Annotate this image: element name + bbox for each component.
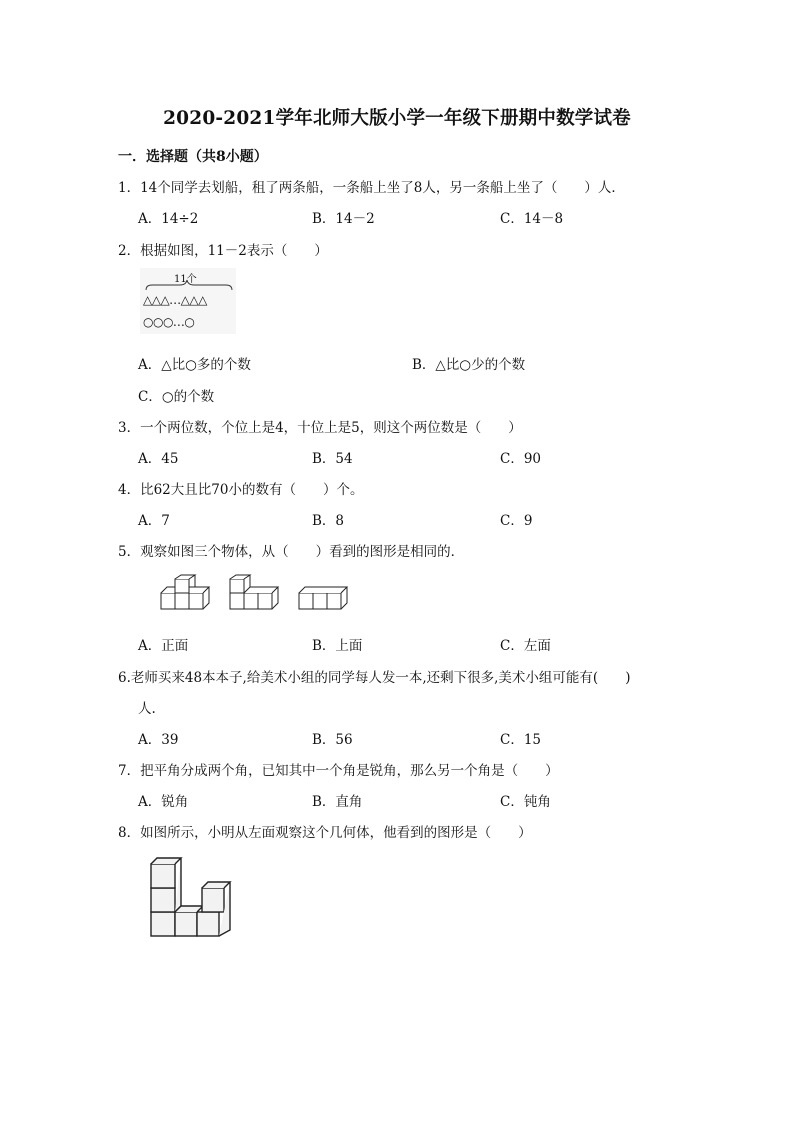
q5-obj3-cube xyxy=(313,593,327,609)
q7-option-a[interactable]: A．锐角 xyxy=(138,794,189,810)
q5-option-c[interactable]: C．左面 xyxy=(500,638,551,654)
q5-obj2-cube xyxy=(230,579,244,593)
q5-obj2-cube xyxy=(230,593,244,609)
question-1: 1．14个同学去划船，租了两条船，一条船上坐了8人，另一条船上坐了（ ）人． xyxy=(118,180,625,196)
q7-option-b[interactable]: B．直角 xyxy=(312,794,363,810)
q3-option-b[interactable]: B．54 xyxy=(312,451,353,467)
q8-cube xyxy=(175,912,197,936)
q1-option-c[interactable]: C．14－8 xyxy=(500,211,564,227)
q8-cube xyxy=(151,888,175,912)
question-3: 3．一个两位数，个位上是4，十位上是5，则这个两位数是（ ） xyxy=(118,420,522,436)
question-4: 4．比62大且比70小的数有（ ）个。 xyxy=(118,482,364,498)
q5-obj1-cube xyxy=(189,593,203,609)
q2-circles: ○○○…○ xyxy=(143,315,195,329)
q2-option-c[interactable]: C．○的个数 xyxy=(138,389,215,405)
q1-option-a[interactable]: A．14÷2 xyxy=(138,211,199,227)
page-title: 2020-2021学年北师大版小学一年级下册期中数学试卷 xyxy=(163,108,631,129)
q6-option-a[interactable]: A．39 xyxy=(138,732,179,748)
q7-option-c[interactable]: C．钝角 xyxy=(500,794,551,810)
question-6: 6.老师买来48本本子,给美术小组的同学每人发一本,还剩下很多,美术小组可能有( ) xyxy=(118,670,631,686)
q1-option-b[interactable]: B．14－2 xyxy=(312,211,375,227)
q8-cube-figure xyxy=(146,854,242,942)
question-6-continued: 人. xyxy=(138,701,156,717)
q5-obj1-cube xyxy=(161,593,175,609)
q8-cube xyxy=(175,906,203,912)
q5-option-b[interactable]: B．上面 xyxy=(312,638,363,654)
q5-obj1-cube xyxy=(175,593,189,609)
q4-option-b[interactable]: B．8 xyxy=(312,513,345,529)
q5-obj3-cube xyxy=(299,593,313,609)
q3-option-a[interactable]: A．45 xyxy=(138,451,179,467)
q2-option-a[interactable]: A．△比○多的个数 xyxy=(138,357,251,373)
q5-cube-figures xyxy=(158,574,354,614)
q2-option-b[interactable]: B．△比○少的个数 xyxy=(412,357,526,373)
q5-obj1-cube xyxy=(175,579,189,593)
question-5: 5．观察如图三个物体，从（ ）看到的图形是相同的． xyxy=(118,544,465,560)
q6-option-b[interactable]: B．56 xyxy=(312,732,353,748)
q5-obj3-cube xyxy=(327,593,341,609)
q8-cube xyxy=(151,864,175,888)
section-heading: 一．选择题（共8小题） xyxy=(118,149,268,165)
q3-option-c[interactable]: C．90 xyxy=(500,451,542,467)
q8-cube xyxy=(197,912,219,936)
question-8: 8．如图所示，小明从左面观察这个几何体，他看到的图形是（ ） xyxy=(118,825,532,841)
q5-obj2-cube xyxy=(258,593,272,609)
question-2: 2．根据如图，11－2表示（ ） xyxy=(118,243,328,259)
q2-triangles: △△△…△△△ xyxy=(143,293,207,307)
q5-option-a[interactable]: A．正面 xyxy=(138,638,189,654)
q8-cube xyxy=(151,912,175,936)
question-7: 7．把平角分成两个角，已知其中一个角是锐角，那么另一个角是（ ） xyxy=(118,763,559,779)
q6-option-c[interactable]: C．15 xyxy=(500,732,542,748)
q5-obj2-cube xyxy=(244,593,258,609)
q4-option-c[interactable]: C．9 xyxy=(500,513,533,529)
q8-cube xyxy=(202,888,224,912)
q2-figure-label: 11个 xyxy=(174,274,197,285)
q4-option-a[interactable]: A．7 xyxy=(138,513,170,529)
q2-figure xyxy=(140,268,236,334)
